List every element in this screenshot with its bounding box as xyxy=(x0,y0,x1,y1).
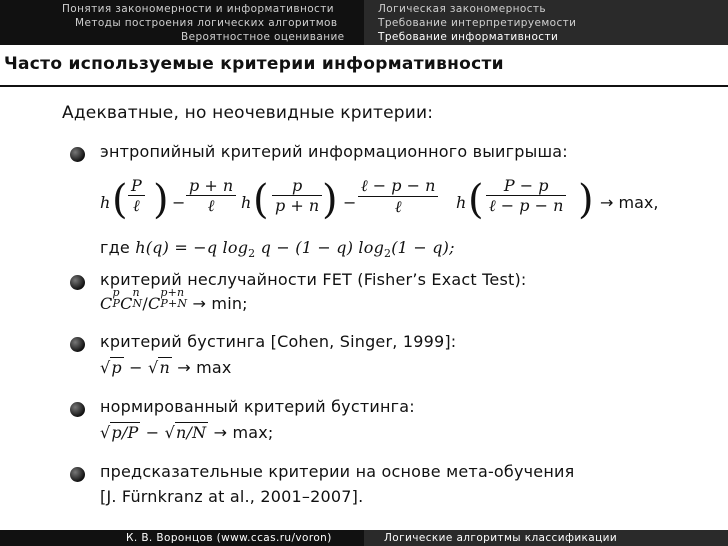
paren-open: ( xyxy=(468,177,484,223)
fraction-1: P ℓ xyxy=(128,176,145,216)
normalized-boost-formula: √p/P − √n/N → max; xyxy=(100,423,274,442)
formula-minus: − xyxy=(172,193,186,212)
item-2-text: критерий неслучайности FET (Fisher’s Exact Test): xyxy=(100,270,527,289)
header-section-3[interactable]: Вероятностное оценивание xyxy=(181,31,345,43)
bullet-icon xyxy=(70,275,85,290)
header-subsection-2[interactable]: Требование интерпретируемости xyxy=(378,17,577,29)
formula-h: h xyxy=(456,193,467,212)
header-subsection-3-current[interactable]: Требование информативности xyxy=(378,31,559,43)
item-4-text: нормированный критерий бустинга: xyxy=(100,397,415,416)
fet-formula: C p P C n N /C p+n P+N → min; xyxy=(100,285,248,313)
fraction-3: $\frac{p}{p + n}$ xyxy=(272,176,322,215)
frame-title-bar xyxy=(0,45,728,87)
bullet-icon xyxy=(70,337,85,352)
fraction-5: P − p ℓ − p − n xyxy=(486,176,566,216)
paren-close: ) xyxy=(153,177,169,223)
formula-tail: → max, xyxy=(600,193,659,212)
header-sections xyxy=(0,0,364,45)
paren-open: ( xyxy=(253,177,269,223)
paren-close: ) xyxy=(322,177,338,223)
item-3-text: критерий бустинга [Cohen, Singer, 1999]: xyxy=(100,332,457,351)
header-section-1[interactable]: Понятия закономерности и информативности xyxy=(62,3,334,15)
item-5-text: предсказательные критерии на основе мета-обучения xyxy=(100,462,575,481)
fraction-2: p + n ℓ xyxy=(186,176,236,216)
boost-formula: √p − √n → max xyxy=(100,358,232,377)
header-subsection-1[interactable]: Логическая закономерность xyxy=(378,3,547,15)
item-1-text: энтропийный критерий информационного выигрыша: xyxy=(100,142,568,161)
fraction-4: ℓ − p − n ℓ xyxy=(358,176,438,217)
header-bar xyxy=(0,0,728,45)
item-5-citation: [J. Fürnkranz at al., 2001–2007]. xyxy=(100,487,364,506)
formula-h: h xyxy=(100,193,111,212)
header-subsections xyxy=(364,0,728,45)
frame-title: Часто используемые критерии информативности xyxy=(4,54,504,74)
footer-right xyxy=(364,530,728,546)
lead-text: Адекватные, но неочевидные критерии: xyxy=(62,103,434,123)
where-line: где h(q) = −q $\log_2 q - (1 - q) \log_2(1 - q)$; xyxy=(100,238,455,261)
bullet-icon xyxy=(70,402,85,417)
footer-bar xyxy=(0,530,728,546)
header-section-2[interactable]: Методы построения логических алгоритмов xyxy=(75,17,338,29)
entropy-formula xyxy=(100,176,690,232)
formula-h: h xyxy=(241,193,252,212)
bullet-icon xyxy=(70,147,85,162)
bullet-icon xyxy=(70,467,85,482)
footer-title: Логические алгоритмы классификации xyxy=(384,532,618,544)
paren-open: ( xyxy=(112,177,128,223)
footer-left xyxy=(0,530,364,546)
formula-minus: − xyxy=(343,193,357,212)
footer-author: К. В. Воронцов (www.ccas.ru/voron) xyxy=(126,532,332,544)
paren-close: ) xyxy=(578,177,594,223)
